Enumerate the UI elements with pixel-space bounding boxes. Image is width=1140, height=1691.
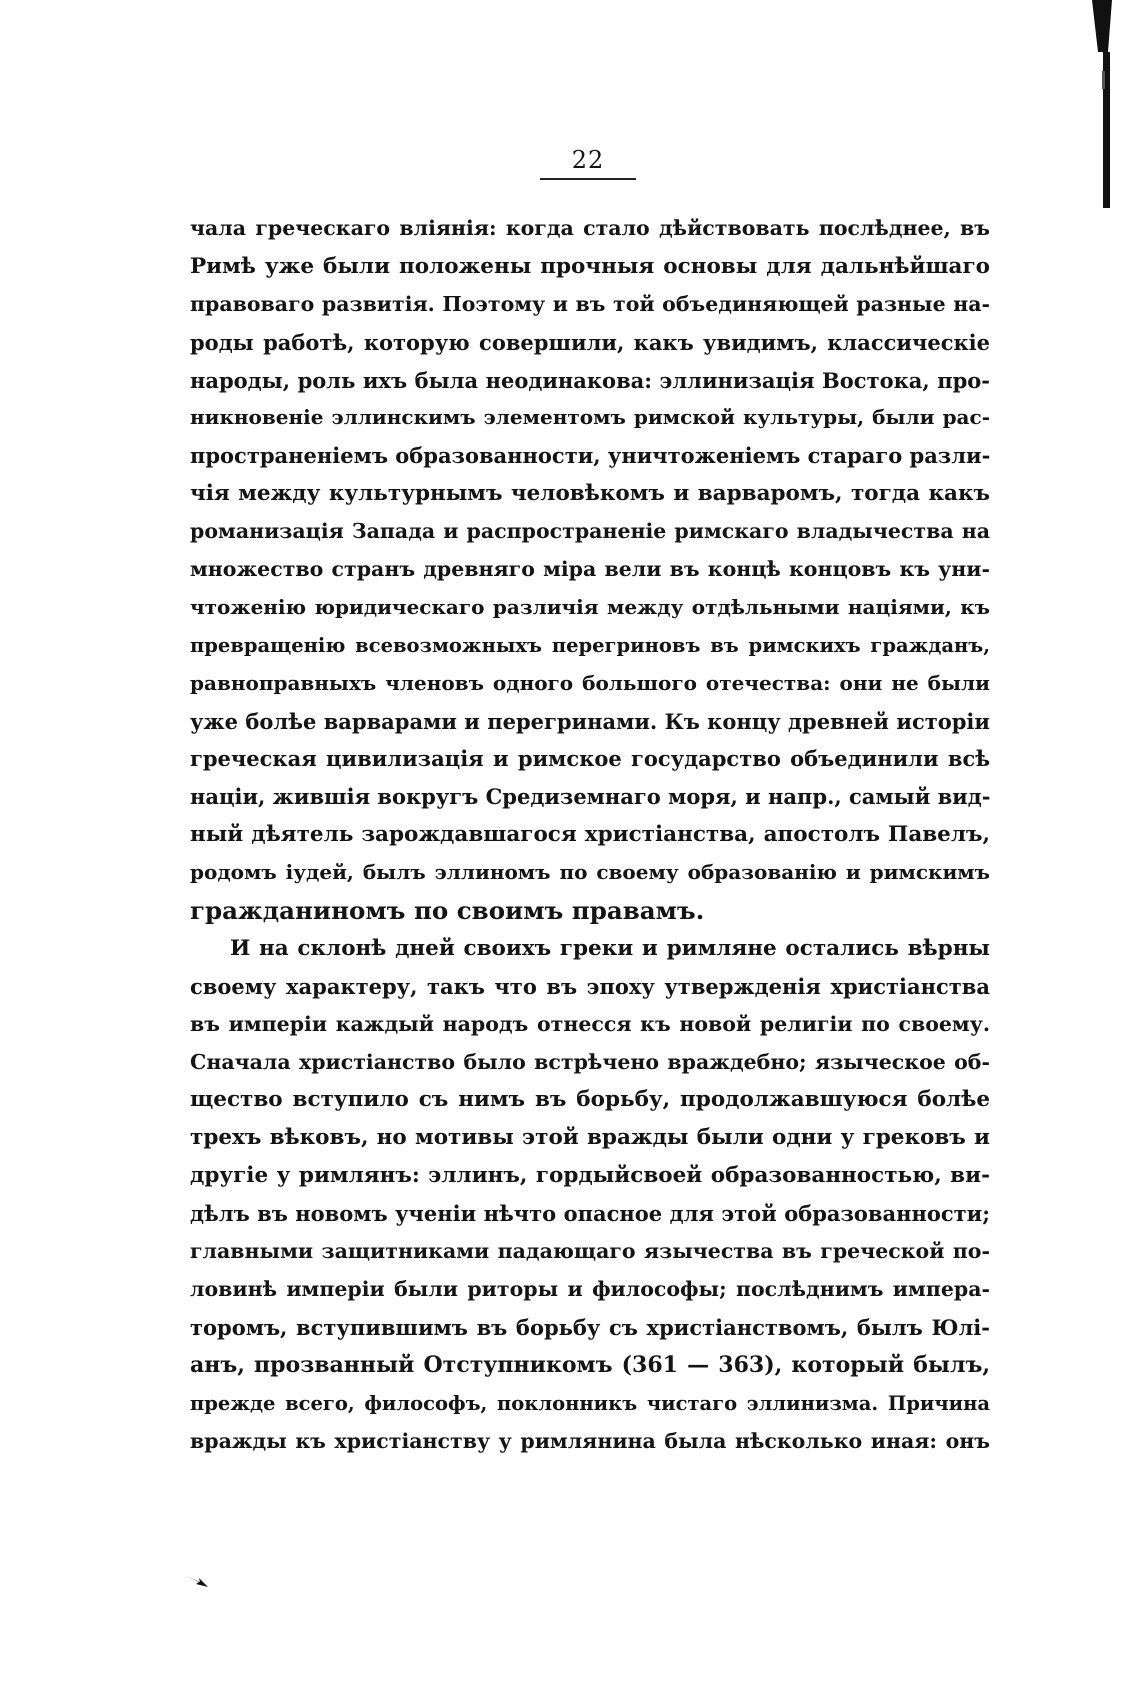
- text-line: главными защитниками падающаго язычества въ греческой по-: [190, 1239, 990, 1264]
- text-line: равноправныхъ членовъ одного большого отечества: они не были: [190, 670, 990, 695]
- text-line: правоваго развитія. Поэтому и въ той объединяющей разные на-: [190, 291, 990, 316]
- text-line: И на склонѣ дней своихъ греки и римляне остались вѣрны: [230, 935, 990, 961]
- text-line: никновеніе эллинскимъ элементомъ римской культуры, были рас-: [190, 405, 990, 430]
- text-line: Сначала христіанство было встрѣчено враждебно; языческое об-: [190, 1049, 990, 1074]
- text-line: трехъ вѣковъ, но мотивы этой вражды были одни у грековъ и: [190, 1125, 990, 1151]
- scan-speck: [1102, 71, 1105, 89]
- text-line: ный дѣятель зарождавшагося христіанства, апостолъ Павелъ,: [190, 822, 990, 848]
- text-line: чія между культурнымъ человѣкомъ и варваромъ, тогда какъ: [190, 481, 990, 507]
- text-line: торомъ, вступившимъ въ борьбу съ христіанствомъ, былъ Юлі-: [190, 1314, 990, 1340]
- text-line: чала греческаго вліянія: когда стало дѣйствовать послѣднее, въ: [190, 216, 990, 240]
- scan-arrow-mark: [186, 1574, 208, 1588]
- text-line: пространеніемъ образованности, уничтоженіемъ стараго разли-: [190, 443, 990, 469]
- text-line: греческая цивилизація и римское государство объединили всѣ: [190, 746, 990, 772]
- text-line: превращенію всевозможныхъ перегриновъ въ римскихъ гражданъ,: [190, 633, 990, 657]
- text-line: гражданиномъ по своимъ правамъ.: [190, 896, 705, 926]
- scan-edge-mark: [1092, 0, 1112, 52]
- text-line: родомъ іудей, былъ эллиномъ по своему образованію и римскимъ: [190, 860, 990, 885]
- text-line: прежде всего, философъ, поклонникъ чистаго эллинизма. Причина: [190, 1391, 990, 1415]
- text-line: дѣлъ въ новомъ ученіи нѣчто опасное для этой образованности;: [190, 1201, 990, 1227]
- text-line: роды работѣ, которую совершили, какъ увидимъ, классическіе: [190, 329, 990, 355]
- body-text: [190, 210, 990, 1460]
- text-line: романизація Запада и распространеніе римскаго владычества на: [190, 519, 990, 544]
- text-line: въ имперіи каждый народъ отнесся къ новой религіи по своему.: [190, 1011, 990, 1036]
- text-line: щество вступило съ нимъ въ борьбу, продолжавшуюся болѣе: [190, 1087, 990, 1113]
- text-line: Римѣ уже были положены прочныя основы для дальнѣйшаго: [190, 253, 990, 279]
- text-line: своему характеру, такъ что въ эпоху утвержденія христіанства: [190, 973, 990, 999]
- text-line: народы, роль ихъ была неодинакова: эллинизація Востока, про-: [190, 367, 990, 393]
- text-line: націи, жившія вокругъ Средиземнаго моря, и напр., самый вид-: [190, 784, 990, 810]
- text-line: чтоженію юридическаго различія между отдѣльными націями, къ: [190, 594, 990, 619]
- text-line: другіе у римлянъ: эллинъ, гордыйсвоей образованностью, ви-: [190, 1163, 990, 1189]
- text-line: ловинѣ имперіи были риторы и философы; послѣднимъ импера-: [190, 1276, 990, 1301]
- text-line: вражды къ христіанству у римлянина была нѣсколько иная: онъ: [190, 1428, 990, 1453]
- page-number-rule: [540, 178, 636, 180]
- text-line: анъ, прозванный Отступникомъ (361 — 363), который былъ,: [190, 1351, 990, 1378]
- page-number: 22: [571, 146, 605, 174]
- text-line: уже болѣе варварами и перегринами. Къ концу древней исторіи: [190, 708, 990, 734]
- text-line: множество странъ древняго міра вели въ концѣ концовъ къ уни-: [190, 557, 990, 582]
